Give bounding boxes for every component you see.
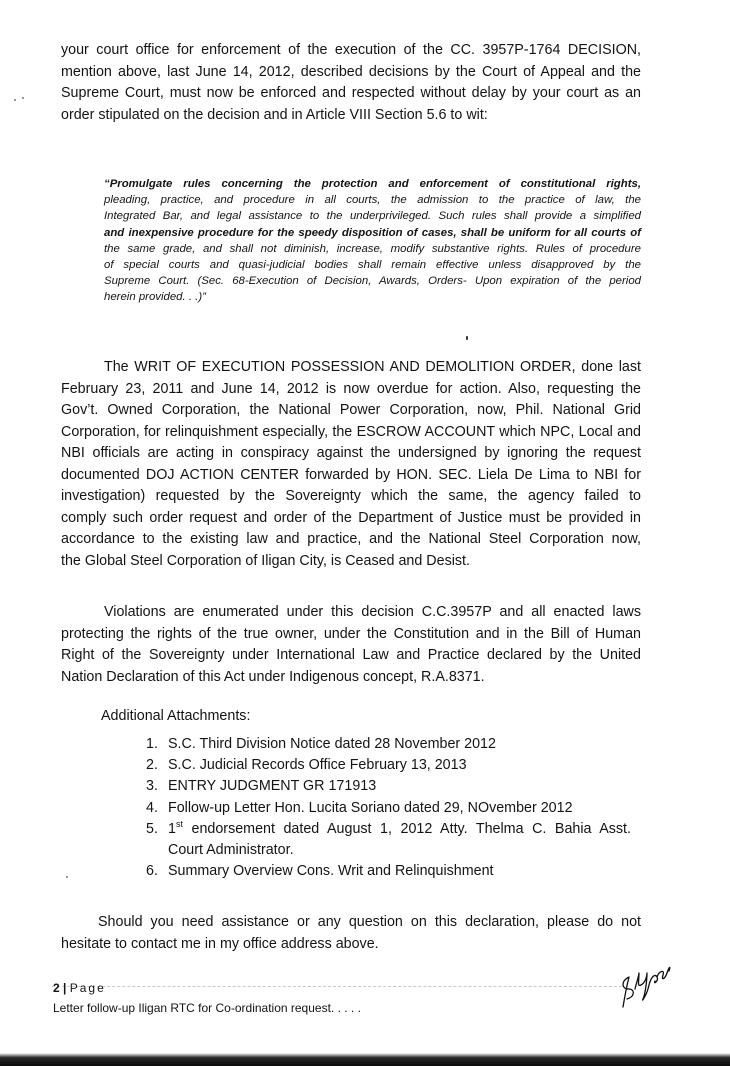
quote-line: of special courts and quasi-judicial bodies shall remain effective unless disapproved by the [104,259,641,272]
text-line: Corporation, for relinquishment especially, the ESCROW ACCOUNT which NPC, Local and [61,423,641,440]
attachments-heading: Additional Attachments: [101,708,251,724]
item-text: ENTRY JUDGMENT GR 171913 [168,778,377,795]
text-line: order stipulated on the decision and in Article VIII Section 5.6 to wit: [61,106,488,123]
ordinal-suffix: st [175,819,183,830]
page-label: Page [69,981,106,995]
quote-line: Supreme Court. (Sec. 68-Execution of Decision, Awards, Orders- Upon expiration of the period [104,275,641,288]
attachment-item [146,734,631,755]
text-line: NBI officials are acting in conspiracy against the undersigned by ignoring the request [61,445,641,461]
text-line: hesitate to contact me in my office address above. [61,935,379,952]
quote-line: herein provided. . .)” [104,291,206,304]
attachment-item [146,798,631,819]
handwritten-signature-icon [617,955,677,1015]
scan-speck [466,336,468,340]
text-line: The WRIT OF EXECUTION POSSESSION AND DEMOLITION ORDER, done last [104,359,641,375]
item-number: 5. [146,820,158,837]
item-text-line: Court Administrator. [168,842,294,859]
intro-paragraph [61,40,641,126]
writ-paragraph [61,357,641,572]
quote-line: pleading, practice, and procedure in all courts, the admission to the practice of law, the [104,194,641,207]
attachment-item [146,776,631,797]
text-line: accordance to the existing law and practice, and the National Steel Corporation now, [61,531,641,547]
text-line: comply such order request and order of the Department of Justice must be provided in [61,509,641,526]
page-number-value: 2 [53,981,60,995]
attachment-item [146,755,631,776]
violations-paragraph [61,602,641,688]
quoted-provision [104,176,641,306]
text-line: protecting the rights of the true owner, under the Constitution and in the Bill of Human [61,625,641,642]
scan-speck [14,99,16,101]
text-line: Supreme Court, must now be enforced and respected without delay by your court as an [61,85,641,101]
text-line: Violations are enumerated under this decision C.C.3957P and all enacted laws [104,604,641,620]
item-text: Follow-up Letter Hon. Lucita Soriano dated 29, NOvember 2012 [168,799,573,816]
attachment-item [146,861,631,882]
footer-note: Letter follow-up Iligan RTC for Co-ordination request. . . . . [53,1001,361,1015]
scan-speck [66,876,68,878]
item-text: S.C. Third Division Notice dated 28 November 2012 [168,736,496,752]
attachments-list [146,734,631,882]
item-text: Summary Overview Cons. Writ and Relinquishment [168,863,494,880]
item-text: endorsement dated August 1, 2012 Atty. Thelma C. Bahia Asst. [182,820,631,837]
ordinal: 1 [168,820,176,837]
text-line: Right of the Sovereignty under International Law and Practice declared by the United [61,647,641,663]
attachment-item [146,819,631,861]
scan-edge-bar [0,1053,730,1066]
text-line: Should you need assistance or any question on this declaration, please do not [98,914,641,930]
quote-line: the same grade, and shall not diminish, increase, modify substantive rights. Rules of procedure [104,242,641,255]
item-number: 1. [146,736,158,752]
text-line: Nation Declaration of this Act under Indigenous concept, R.A.8371. [61,668,485,685]
page-number [53,981,106,995]
quote-line: Integrated Bar, and legal assistance to the underprivileged. Such rules shall provide a simplified [104,210,641,223]
item-text: S.C. Judicial Records Office February 13, 2013 [168,757,467,774]
item-number: 4. [146,799,158,816]
item-number: 2. [146,757,158,774]
text-line: Gov’t. Owned Corporation, the National Power Corporation, now, Phil. National Grid [61,402,641,418]
scan-speck [22,97,24,99]
item-number: 3. [146,778,158,795]
text-line: investigation) requested by the Sovereignty which the same, the agency failed to [61,488,641,504]
text-line: your court office for enforcement of the execution of the CC. 3957P-1764 DECISION, [61,42,641,58]
closing-paragraph [61,912,641,955]
text-line: mention above, last June 14, 2012, described decisions by the Court of Appeal and the [61,63,641,80]
item-text-line [168,819,631,840]
text-line: documented DOJ ACTION CENTER forwarded by HON. SEC. Liela De Lima to NBI for [61,466,641,483]
text-line: February 23, 2011 and June 14, 2012 is now overdue for action. Also, requesting the [61,380,641,397]
item-number: 6. [146,863,158,880]
page-separator: | [59,981,70,995]
quote-line: and inexpensive procedure for the speedy disposition of cases, shall be uniform for all courts of [104,226,641,239]
footer-divider [52,986,622,987]
quote-line: “Promulgate rules concerning the protection and enforcement of constitutional rights, [104,178,641,190]
text-line: the Global Steel Corporation of Iligan City, is Ceased and Desist. [61,552,470,569]
